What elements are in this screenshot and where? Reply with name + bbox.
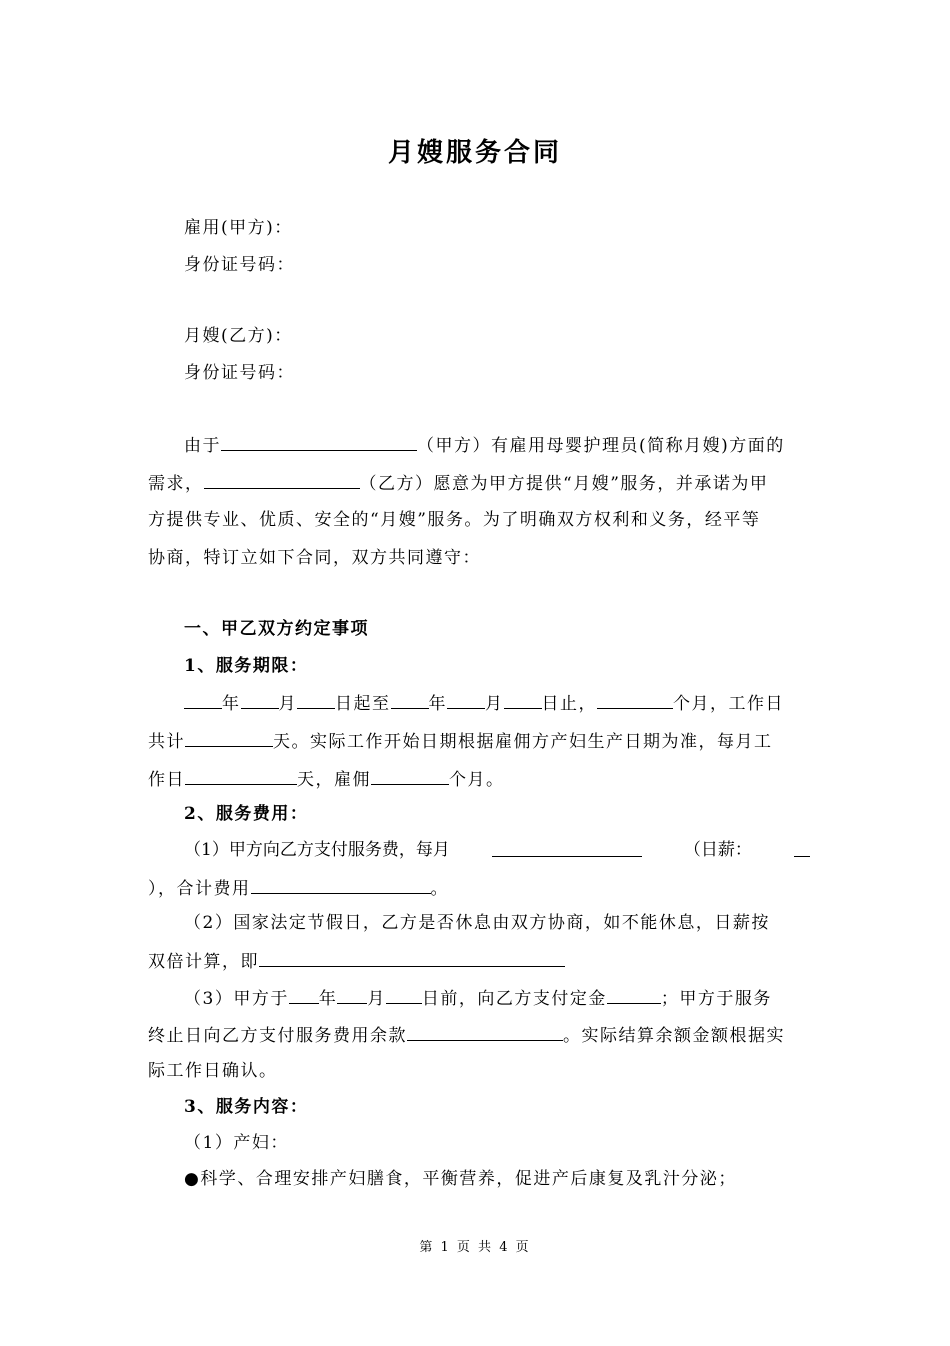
fee-text: 月 [367, 989, 386, 1009]
fee-text: ；甲方于服务 [660, 989, 772, 1009]
term-line-2 [148, 729, 773, 753]
start-month-blank[interactable] [241, 691, 279, 709]
intro-text: 由于 [184, 436, 221, 456]
page-footer: 第 1 页 共 4 页 [419, 1240, 531, 1255]
fee-text: 。 [430, 879, 449, 899]
employ-months-blank[interactable] [371, 767, 449, 785]
term-text: 天。实际工作开始日期根据雇佣方产妇生产日期为准，每月工 [273, 732, 773, 752]
start-day-blank[interactable] [297, 691, 335, 709]
fee-text: 双倍计算，即 [148, 952, 259, 972]
service-fee-heading: 2、服务费用： [184, 804, 309, 824]
intro-line-3: 方提供专业、优质、安全的“月嫂”服务。为了明确双方权利和义务，经平等 [148, 510, 761, 530]
party-b-id-label: 身份证号码： [184, 363, 295, 383]
holiday-wage-blank[interactable] [259, 949, 565, 967]
total-days-blank[interactable] [185, 729, 273, 747]
holiday-line-1: （2）国家法定节假日，乙方是否休息由双方协商，如不能休息，日薪按 [184, 913, 770, 933]
intro-line-1 [184, 433, 804, 457]
deposit-line-1 [184, 986, 772, 1010]
section-1-heading: 一、甲乙双方约定事项 [184, 619, 369, 639]
term-text: 个月。 [449, 770, 505, 790]
fee-line-1 [184, 839, 810, 861]
term-text: 月 [278, 694, 297, 714]
deposit-line-2 [148, 1023, 785, 1047]
service-content-heading: 3、服务内容： [184, 1097, 309, 1117]
intro-text: （甲方）有雇用母婴护理员(简称月嫂)方面的 [417, 436, 785, 456]
deposit-amount-blank[interactable] [607, 986, 661, 1004]
fee-line-2 [148, 876, 449, 900]
term-text: 共计 [148, 732, 185, 752]
intro-text: （乙方）愿意为甲方提供“月嫂”服务，并承诺为甲 [359, 474, 769, 494]
intro-line-2 [148, 471, 768, 495]
term-text: 作日 [148, 770, 185, 790]
fee-text: 终止日向乙方支付服务费用余款 [148, 1026, 407, 1046]
start-year-blank[interactable] [184, 691, 222, 709]
service-term-heading: 1、服务期限： [184, 656, 309, 676]
months-blank[interactable] [597, 691, 673, 709]
monthly-fee-blank[interactable] [492, 839, 642, 857]
deposit-line-3: 际工作日确认。 [148, 1061, 278, 1081]
party-b-label: 月嫂(乙方)： [184, 326, 293, 346]
fee-text: （日薪： [683, 840, 752, 860]
end-year-blank[interactable] [391, 691, 429, 709]
term-text: 月 [485, 694, 504, 714]
term-text: 年 [428, 694, 447, 714]
bullet-item: ●科学、合理安排产妇膳食，平衡营养，促进产后康复及乳汁分泌； [184, 1169, 737, 1189]
party-b-name-blank[interactable] [204, 471, 360, 489]
holiday-line-2 [148, 949, 565, 973]
party-a-id-label: 身份证号码： [184, 255, 295, 275]
term-text: 日起至 [335, 694, 391, 714]
fee-text: （3）甲方于 [184, 989, 289, 1009]
document-title: 月嫂服务合同 [387, 138, 562, 168]
daily-wage-blank[interactable] [794, 839, 810, 857]
term-line-3 [148, 767, 505, 791]
party-a-name-blank[interactable] [221, 433, 417, 451]
intro-line-4: 协商，特订立如下合同，双方共同遵守： [148, 548, 481, 568]
fee-text: ），合计费用 [148, 879, 251, 899]
party-a-label: 雇用(甲方)： [184, 218, 293, 238]
balance-blank[interactable] [407, 1023, 563, 1041]
end-day-blank[interactable] [504, 691, 542, 709]
fee-text: 。实际结算余额金额根据实 [563, 1026, 785, 1046]
total-fee-blank[interactable] [251, 876, 431, 894]
deposit-day-blank[interactable] [386, 986, 422, 1004]
term-text: 日止， [541, 694, 597, 714]
term-text: 天，雇佣 [297, 770, 371, 790]
fee-text: （1）甲方向乙方支付服务费，每月 [184, 840, 450, 860]
mother-subheading: （1）产妇： [184, 1133, 289, 1153]
intro-text: 需求， [148, 474, 204, 494]
deposit-month-blank[interactable] [337, 986, 367, 1004]
term-line-1 [184, 691, 784, 715]
deposit-year-blank[interactable] [289, 986, 319, 1004]
fee-text: 年 [318, 989, 338, 1009]
term-text: 年 [222, 694, 241, 714]
term-text: 个月，工作日 [673, 694, 784, 714]
monthly-days-blank[interactable] [185, 767, 297, 785]
fee-text: 日前，向乙方支付定金 [421, 989, 607, 1009]
end-month-blank[interactable] [447, 691, 485, 709]
